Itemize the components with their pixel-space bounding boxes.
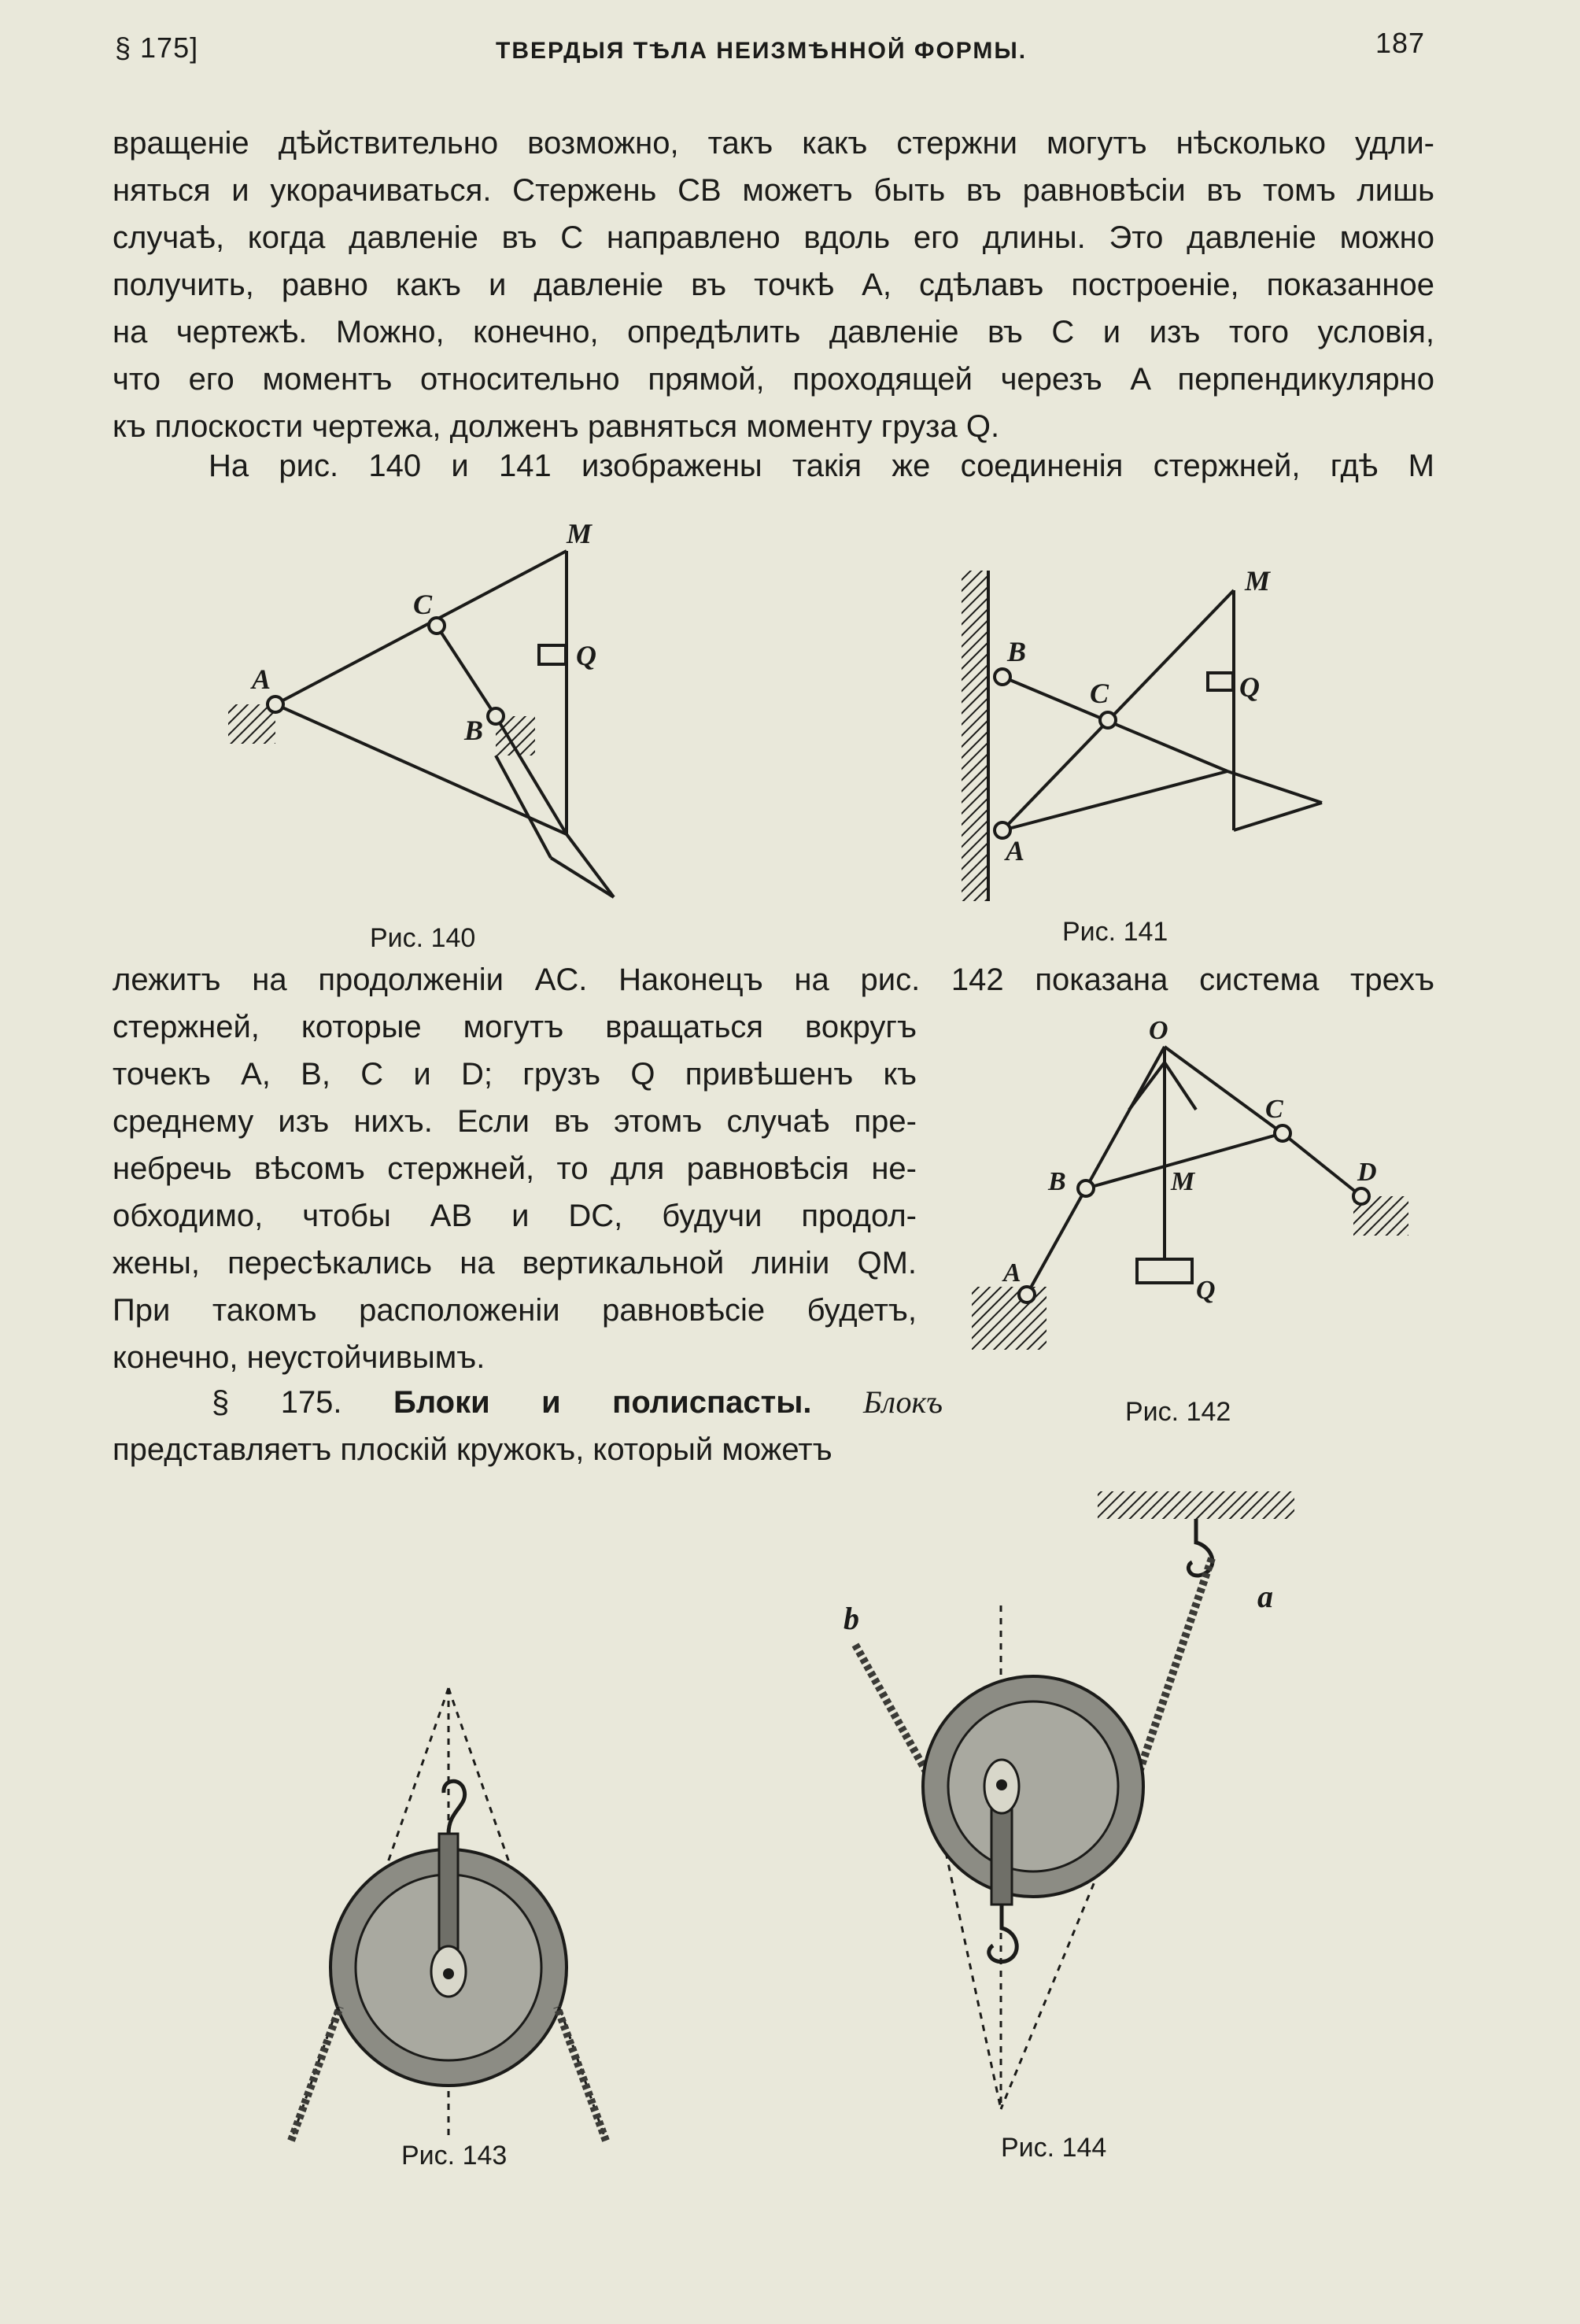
section-heading-line [113, 1379, 943, 1426]
section-heading-block [113, 1379, 943, 1473]
caption-fig-143: Рис. 143 [401, 2141, 508, 2171]
label-b: b [844, 1601, 859, 1636]
section-title: Блоки и полиспасты. [393, 1385, 812, 1420]
text-line: вращеніе дѣйствительно возможно, такъ какъ стержни могутъ нѣсколько удли- [113, 126, 1434, 161]
joint-d [1353, 1188, 1369, 1204]
text-line: обходимо, чтобы AB и DC, будучи продол- [113, 1199, 917, 1233]
paragraph-1 [113, 120, 1434, 450]
paragraph-2-first-cont [113, 956, 1434, 1003]
text-line: лежитъ на продолженіи AC. Наконецъ на рис. 142 показана система трехъ [113, 962, 1434, 997]
text-line: жены, пересѣкались на вертикальной линіи QM. [113, 1246, 917, 1280]
caption-fig-141: Рис. 141 [1062, 917, 1168, 947]
label-a: A [1003, 1258, 1021, 1288]
caption-fig-140: Рис. 140 [370, 923, 476, 953]
label-o: O [1149, 1016, 1168, 1045]
label-q: Q [1239, 671, 1260, 703]
label-a: A [252, 663, 271, 695]
text-line: конечно, неустойчивымъ. [113, 1340, 485, 1375]
joint-b [995, 669, 1010, 685]
label-b: B [464, 715, 484, 746]
figure-144 [826, 1487, 1330, 2125]
label-b: B [1048, 1167, 1066, 1196]
hook-icon [444, 1781, 465, 1834]
page-number: 187 [1375, 27, 1426, 59]
label-c: C [1090, 678, 1109, 709]
text-line: къ плоскости чертежа, долженъ равняться моменту груза Q. [113, 409, 1000, 444]
section-italic-word: Блокъ [862, 1384, 943, 1420]
joint-c [429, 618, 445, 634]
label-m: M [1171, 1167, 1195, 1196]
text-line: На рис. 140 и 141 изображены такія же соединенія стержней, гдѣ M [209, 449, 1434, 483]
label-q: Q [576, 640, 596, 671]
text-line: точекъ A, B, C и D; грузъ Q привѣшенъ къ [113, 1057, 917, 1092]
load-q [539, 645, 566, 664]
header-section-ref: § 175] [115, 31, 199, 64]
label-a: a [1257, 1579, 1273, 1614]
caption-fig-142: Рис. 142 [1125, 1397, 1231, 1427]
ceiling-beam [1098, 1491, 1294, 1519]
text-line: получить, равно какъ и давленіе въ точкѣ A, сдѣлавъ построеніе, показанное [113, 268, 1434, 302]
joint-c [1100, 712, 1116, 728]
text-line: на чертежѣ. Можно, конечно, опредѣлить давленіе въ C и изъ того условія, [113, 315, 1434, 349]
hook-icon [989, 1905, 1017, 1962]
label-a: A [1006, 835, 1025, 866]
joint-c [1275, 1125, 1290, 1141]
label-m: M [567, 519, 592, 549]
text-line: При такомъ расположеніи равновѣсіе будетъ, [113, 1293, 917, 1328]
figure-143 [275, 1676, 622, 2148]
text-line: небречь вѣсомъ стержней, то для равновѣсія не- [113, 1151, 917, 1186]
joint-a [1019, 1287, 1035, 1302]
text-line: стержней, которые могутъ вращаться вокругъ [113, 1010, 917, 1044]
running-title: ТВЕРДЫЯ ТѢЛА НЕИЗМѢННОЙ ФОРМЫ. [496, 38, 1028, 64]
label-m: M [1245, 565, 1271, 597]
label-c: C [1265, 1095, 1283, 1124]
label-b: B [1007, 636, 1027, 667]
figure-142 [960, 1015, 1432, 1385]
joint-a [268, 696, 283, 712]
label-d: D [1357, 1158, 1377, 1187]
joint-b [1078, 1180, 1094, 1196]
joint-b [488, 708, 504, 724]
load-q [1137, 1259, 1192, 1283]
text-line: няться и укорачиваться. Стержень CB можетъ быть въ равновѣсіи въ томъ лишь [113, 173, 1434, 208]
label-q: Q [1196, 1276, 1216, 1305]
paragraph-2-first-line [209, 442, 1434, 490]
text-line: что его моментъ относительно прямой, проходящей черезъ A перпендикулярно [113, 362, 1434, 397]
wall [962, 571, 988, 901]
text-line: случаѣ, когда давленіе въ C направлено вдоль его длины. Это давленіе можно [113, 220, 1434, 255]
section-number: § 175. [212, 1385, 342, 1420]
hanger-strap [439, 1834, 458, 1960]
figure-140 [220, 519, 645, 921]
label-c: C [413, 589, 433, 620]
text-line: среднему изъ нихъ. Если въ этомъ случаѣ пре- [113, 1104, 917, 1139]
load-q [1208, 673, 1233, 690]
paragraph-2-body [113, 1003, 917, 1381]
caption-fig-144: Рис. 144 [1001, 2133, 1107, 2163]
text-line: представляетъ плоскій кружокъ, который можетъ [113, 1432, 832, 1467]
figure-141 [944, 563, 1353, 909]
